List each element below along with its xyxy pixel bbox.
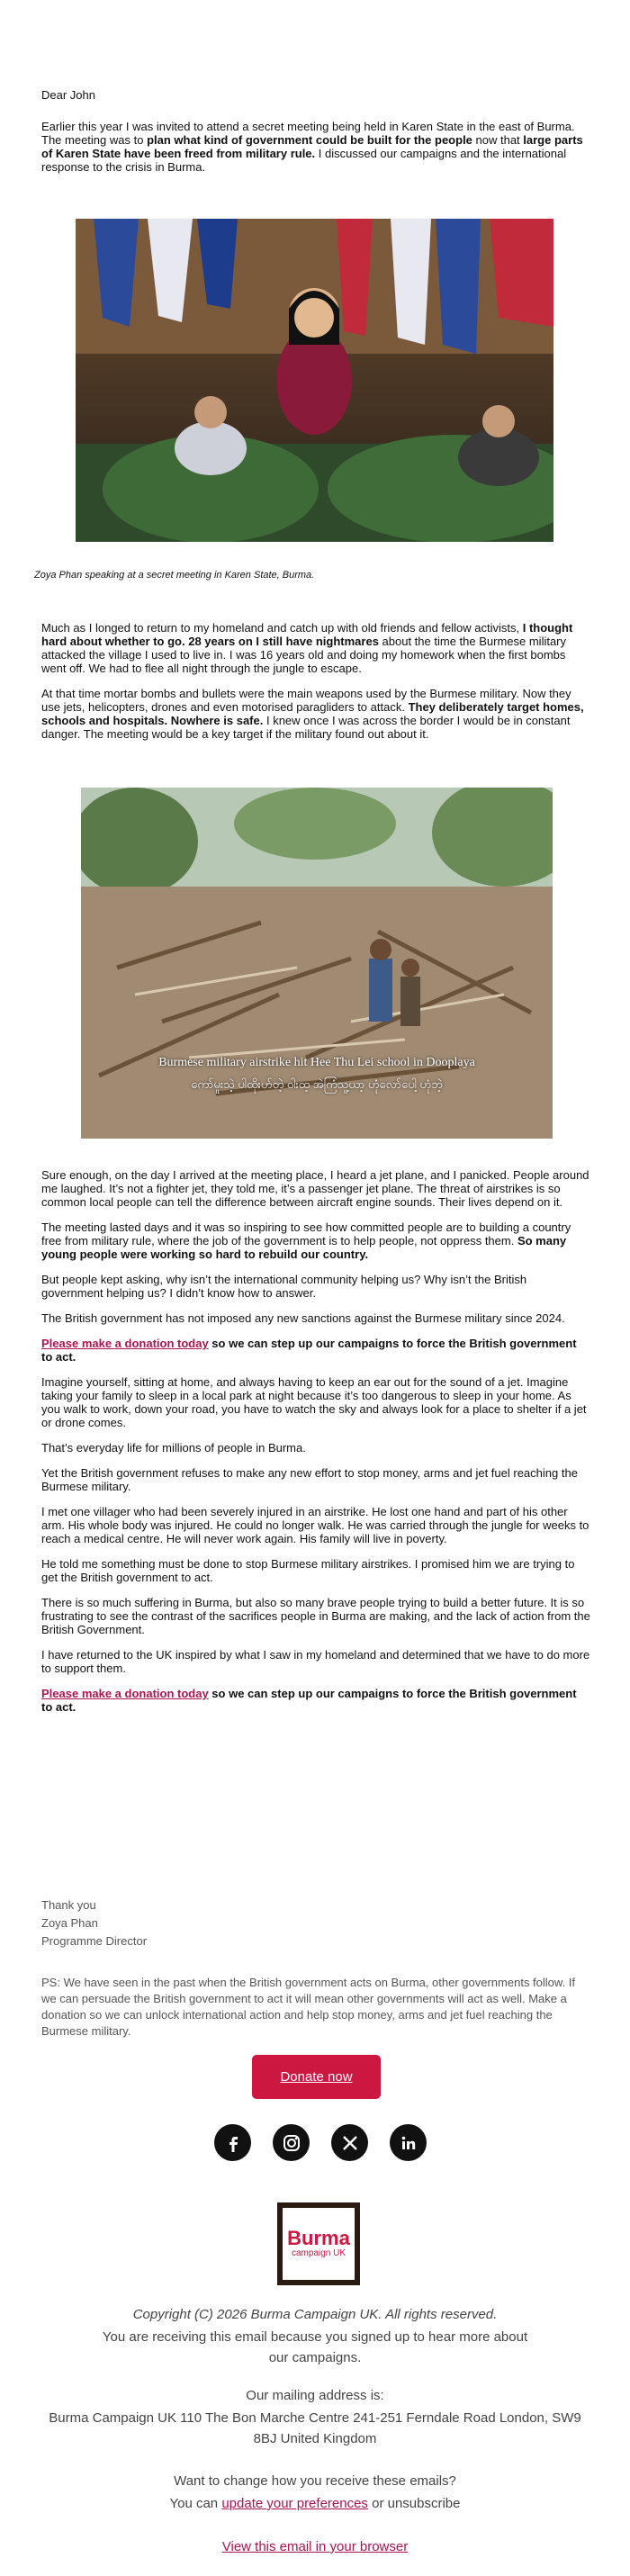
paragraph-imagine: Imagine yourself, sitting at home, and always having to keep an ear out for the sound of a jet. Imagine taking your family to sleep in a local park at night because it’s too dangerous to sleep in your home. As you walk to work, down your road, you have to watch the sky and always look for a place to shelter if a jet or drone comes. <box>41 1375 587 1429</box>
view-in-browser-link[interactable]: View this email in your browser <box>221 2539 409 2554</box>
paragraph-everyday: That’s everyday life for millions of people in Burma. <box>41 1441 306 1455</box>
instagram-icon[interactable] <box>273 2124 310 2161</box>
logo-line-1: Burma <box>287 2227 350 2249</box>
logo-line-2: campaign UK <box>291 2248 346 2258</box>
footer-address-label: Our mailing address is: <box>246 2388 384 2403</box>
paragraph-suffering: There is so much suffering in Burma, but also so many brave people trying to build a better future. It is so frustrating to see the contrast of the sacrifices people in Burma are making, and the lack of action from the British Government. <box>41 1596 590 1636</box>
paragraph-promise: He told me something must be done to stop Burmese military airstrikes. I promised him we are trying to get the British government to act. <box>41 1557 575 1584</box>
linkedin-icon[interactable] <box>390 2124 427 2161</box>
footer-address: Burma Campaign UK 110 The Bon Marche Centre 241-251 Ferndale Road London, SW9 8BJ United Kingdom <box>49 2410 581 2446</box>
paragraph-meeting: The meeting lasted days and it was so inspiring to see how committed people are to building a country free from military rule, where the job of the government is to help people, not oppress them. So many young people were working so hard to rebuild our country. <box>41 1220 572 1261</box>
update-preferences-link[interactable]: update your preferences <box>221 2496 368 2511</box>
postscript: PS: We have seen in the past when the British government acts on Burma, other governments follow. If we can persuade the British government to act it will mean other governments will act as well. Make a donation so we can unlock international action and help stop money, arms and jet fuel reaching the Burmese military. <box>41 1976 576 2038</box>
signoff-role: Programme Director <box>41 1934 148 1948</box>
x-icon[interactable] <box>331 2124 368 2161</box>
paragraph-hesitation: Much as I longed to return to my homeland and catch up with old friends and fellow activists, I thought hard about whether to go. 28 years on I still have nightmares about the time the Burmese military attacked the village I used to live in. I was 16 years old and doing my homework when the first bombs went off. We had to flee all night through the jungle to escape. <box>41 621 573 675</box>
intro-paragraph: Earlier this year I was invited to attend a secret meeting being held in Karen State in the east of Burma. The meeting was to plan what kind of government could be built for the people now that large parts of Karen State have been freed from military rule. I discussed our campaigns and the international response to the crisis in Burma. <box>41 120 583 174</box>
donation-cta-1: Please make a donation today so we can step up our campaigns to force the British government to act. <box>41 1337 577 1364</box>
paragraph-jet: Sure enough, on the day I arrived at the meeting place, I heard a jet plane, and I panicked. People around me laughed. It’s not a fighter jet, they told me, it’s a passenger jet plane. The threat of airstrikes is so common local people can tell the difference between aircraft engine sounds. Their lives depend on it. <box>41 1168 590 1209</box>
footer-preferences: You can update your preferences or unsubscribe <box>169 2496 461 2511</box>
donate-now-button[interactable]: Donate now <box>252 2055 381 2099</box>
airstrike-photo <box>81 788 553 1139</box>
paragraph-villager: I met one villager who had been severely injured in an airstrike. He lost one hand and part of his other arm. His whole body was injured. He could no longer walk. He was carried through the jungle for weeks to reach a medical centre. He will never work again. His family will live in poverty. <box>41 1505 590 1545</box>
facebook-icon[interactable] <box>214 2124 251 2161</box>
paragraph-sanctions: The British government has not imposed any new sanctions against the Burmese military since 2024. <box>41 1311 565 1325</box>
footer-view-browser <box>0 2536 630 2557</box>
donate-link[interactable]: Please make a donation today <box>41 1337 209 1350</box>
greeting: Dear John <box>41 88 95 102</box>
footer-change: Want to change how you receive these emails? <box>174 2473 456 2489</box>
paragraph-returned: I have returned to the UK inspired by what I saw in my homeland and determined that we have to do more to support them. <box>41 1648 590 1675</box>
paragraph-asking: But people kept asking, why isn’t the international community helping us? Why isn’t the British government helping us? I didn’t know how to answer. <box>41 1273 527 1300</box>
donation-cta-2: Please make a donation today so we can step up our campaigns to force the British government to act. <box>41 1687 577 1714</box>
paragraph-refuses: Yet the British government refuses to make any new effort to stop money, arms and jet fuel reaching the Burmese military. <box>41 1466 578 1493</box>
burma-campaign-logo <box>277 2202 360 2285</box>
footer-reason: You are receiving this email because you signed up to hear more about our campaigns. <box>102 2329 528 2365</box>
donate-link[interactable]: Please make a donation today <box>41 1687 209 1700</box>
paragraph-weapons: At that time mortar bombs and bullets were the main weapons used by the Burmese military. Now they use jets, helicopters, drones and even motorised paragliders to attack. They deliberately target homes, schools and hospitals. Nowhere is safe. I knew once I was across the border I would be in constant danger. The meeting would be a key target if the military found out about it. <box>41 687 584 741</box>
signoff-name: Zoya Phan <box>41 1916 98 1930</box>
signoff-thanks: Thank you <box>41 1898 96 1912</box>
meeting-photo <box>76 219 554 542</box>
photo-caption: Zoya Phan speaking at a secret meeting in Karen State, Burma. <box>34 570 315 581</box>
photo-overlay-local: ကော်မူးသဲ့ ပါထိုးဟ်တဲ့ ဝါးထ့ အဲကြံသူ့ယာ့ ဟုံလော်ပေါ့ ဟုံဘဲ့ <box>191 1077 443 1091</box>
photo-overlay-english: Burmese military airstrike hit Hee Thu Lei school in Dooplaya <box>158 1056 475 1069</box>
footer-copyright: Copyright (C) 2026 Burma Campaign UK. All rights reserved. <box>132 2307 498 2322</box>
